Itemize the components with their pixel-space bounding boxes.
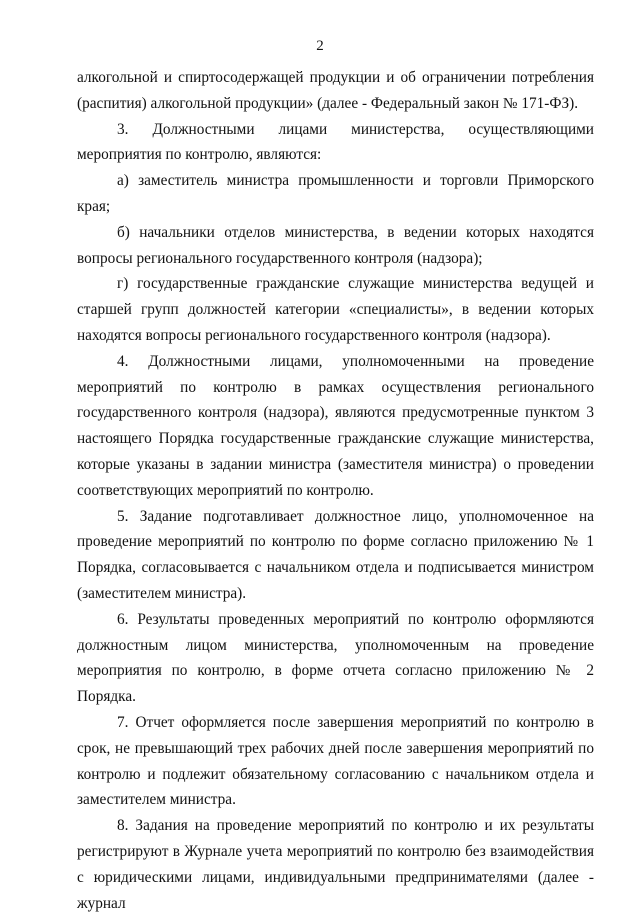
paragraph-subitem-g: г) государственные гражданские служащие министерства ведущей и старшей групп должностей категории «специалисты», в ведении которых находятся вопросы регионального государственного контроля (надзора).	[77, 275, 594, 344]
paragraph-item-5: 5. Задание подготавливает должностное лицо, уполномоченное на проведение мероприятий по контролю по форме согласно приложению № 1 Порядка, согласовывается с начальником отдела и подписывается министром (заместителем министра).	[77, 507, 594, 602]
paragraph-item-8: 8. Задания на проведение мероприятий по контролю и их результаты регистрируют в Журнале учета мероприятий по контролю без взаимодействия с юридическими лицами, индивидуальными предпринимателями (далее - журнал	[77, 817, 594, 912]
document-body	[77, 65, 594, 916]
paragraph-subitem-b: б) начальники отделов министерства, в ведении которых находятся вопросы регионального государственного контроля (надзора);	[77, 223, 594, 267]
paragraph-item-6: 6. Результаты проведенных мероприятий по контролю оформляются должностным лицом министерства, уполномоченным на проведение мероприятия по контролю, в форме отчета согласно приложению № 2 Порядка.	[77, 610, 594, 706]
paragraph-item-7: 7. Отчет оформляется после завершения мероприятий по контролю в срок, не превышающий трех рабочих дней после завершения мероприятий по контролю и подлежит обязательному согласованию с начальником отдела и заместителем министра.	[77, 713, 594, 809]
page-number: 2	[316, 38, 324, 54]
paragraph-item-4: 4. Должностными лицами, уполномоченными на проведение мероприятий по контролю в рамках осуществления регионального государственного контроля (надзора), являются предусмотренные пунктом 3 настоящего Порядка государственные гражданские служащие министерства, которые указаны в задании министра (заместителя министра) о проведении соответствующих мероприятий по контролю.	[77, 352, 594, 499]
paragraph-item-3: 3. Должностными лицами министерства, осуществляющими мероприятия по контролю, являются:	[77, 120, 594, 164]
paragraph-continuation: алкогольной и спиртосодержащей продукции и об ограничении потребления (распития) алкогольной продукции» (далее - Федеральный закон № 171-ФЗ).	[77, 69, 594, 112]
paragraph-subitem-a: а) заместитель министра промышленности и торговли Приморского края;	[77, 172, 594, 215]
